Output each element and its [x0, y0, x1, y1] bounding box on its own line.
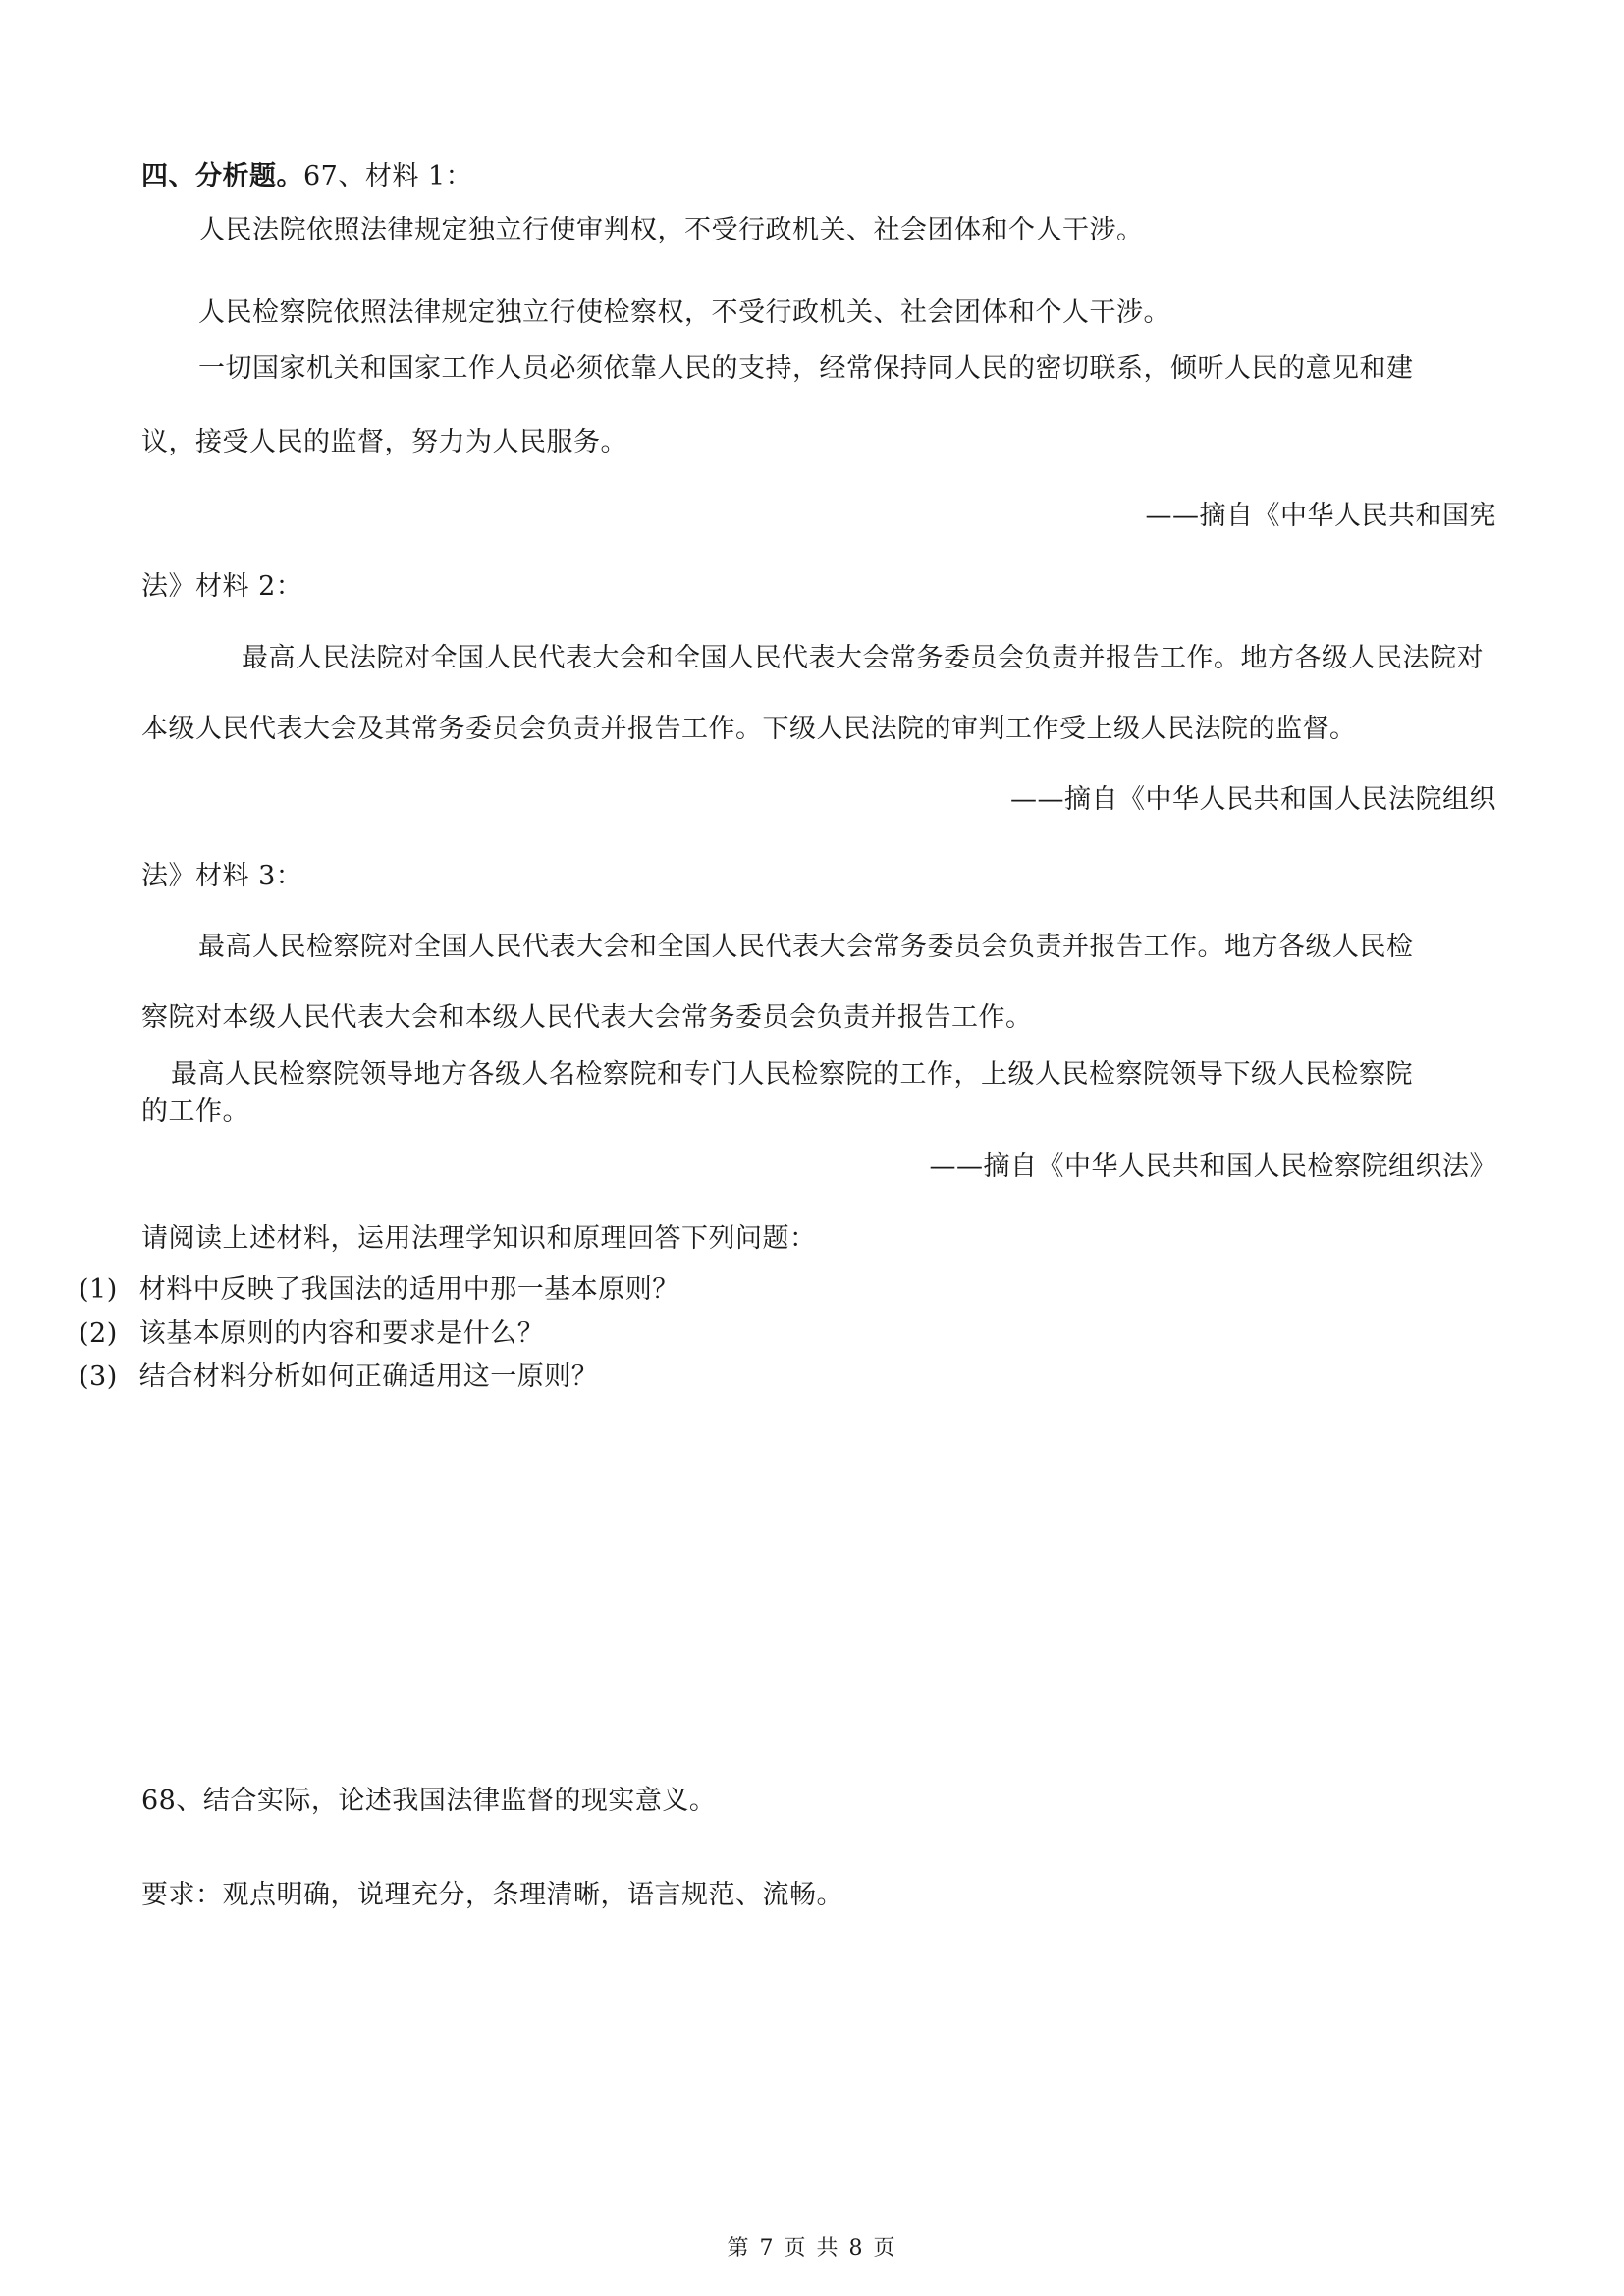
material1-source: ——摘自《中华人民共和国宪	[1145, 501, 1496, 531]
material3-label: 法》材料 3：	[141, 861, 303, 891]
question-number: (1)	[79, 1274, 118, 1305]
question-item	[79, 1360, 598, 1395]
instruction-prompt: 请阅读上述材料，运用法理学知识和原理回答下列问题：	[141, 1223, 817, 1254]
material3-line-2: 察院对本级人民代表大会和本级人民代表大会常务委员会负责并报告工作。	[141, 1002, 1033, 1033]
question-item	[79, 1272, 679, 1308]
question-number: (3)	[79, 1362, 118, 1392]
question-item	[79, 1316, 544, 1352]
question-text: 该基本原则的内容和要求是什么？	[138, 1318, 545, 1349]
section-heading: 四、分析题。	[141, 161, 303, 191]
question-text: 结合材料分析如何正确适用这一原则？	[138, 1362, 599, 1392]
material1-paragraph-3-line-2: 议，接受人民的监督，努力为人民服务。	[141, 427, 627, 457]
question-67-label: 67、材料 1：	[303, 161, 473, 191]
material3-line-3: 最高人民检察院领导地方各级人名检察院和专门人民检察院的工作，上级人民检察院领导下级人民检察院	[171, 1059, 1413, 1090]
material3-line-1: 最高人民检察院对全国人民代表大会和全国人民代表大会常务委员会负责并报告工作。地方各级人民检	[198, 932, 1414, 962]
section-header	[141, 159, 472, 194]
material2-line-2: 本级人民代表大会及其常务委员会负责并报告工作。下级人民法院的审判工作受上级人民法院的监督。	[141, 714, 1357, 744]
question-68-requirement: 要求：观点明确，说理充分，条理清晰，语言规范、流畅。	[141, 1880, 843, 1910]
question-number: (2)	[79, 1318, 118, 1349]
material1-paragraph-2: 人民检察院依照法律规定独立行使检察权，不受行政机关、社会团体和个人干涉。	[198, 297, 1170, 328]
question-68: 68、结合实际，论述我国法律监督的现实意义。	[141, 1786, 717, 1816]
material2-line-1: 最高人民法院对全国人民代表大会和全国人民代表大会常务委员会负责并报告工作。地方各级人民法院对	[242, 643, 1484, 673]
question-text: 材料中反映了我国法的适用中那一基本原则？	[138, 1274, 679, 1305]
material2-label: 法》材料 2：	[141, 571, 303, 602]
material2-source: ——摘自《中华人民共和国人民法院组织	[1010, 784, 1496, 815]
page-footer: 第 7 页 共 8 页	[727, 2236, 897, 2261]
material3-line-4: 的工作。	[141, 1096, 249, 1127]
material3-source: ——摘自《中华人民共和国人民检察院组织法》	[929, 1151, 1496, 1182]
material1-paragraph-3-line-1: 一切国家机关和国家工作人员必须依靠人民的支持，经常保持同人民的密切联系，倾听人民的意见和建	[198, 353, 1414, 384]
material1-paragraph-1: 人民法院依照法律规定独立行使审判权，不受行政机关、社会团体和个人干涉。	[198, 215, 1144, 245]
